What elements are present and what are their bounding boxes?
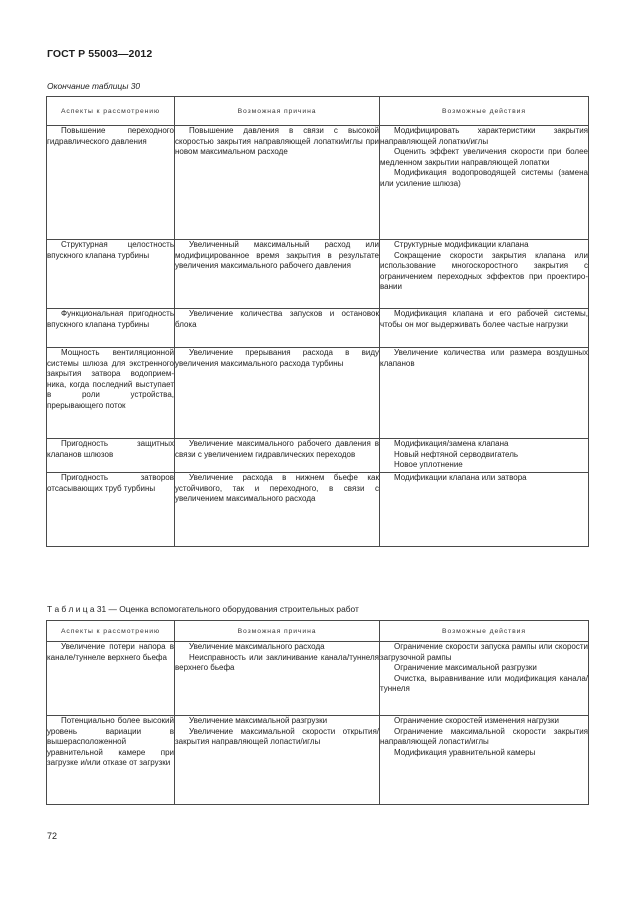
table-header-row [47, 621, 589, 642]
column-header-actions: Возможные действия [380, 621, 589, 642]
cause-cell: Увеличение максимального рабочего давления в связи с увеличением гидравлических переходов [175, 439, 380, 473]
aspect-cell: Мощность вентиляционной системы шлюза для экстренного закрытия затвора водоприемника, когда последний выступает в роли устройства, прерывающего поток [47, 348, 175, 439]
actions-cell: Модификация клапана и его рабочей системы, чтобы он мог выдерживать более частые нагрузки [380, 309, 589, 348]
cause-cell: Увеличение прерывания расхода в виду увеличения максимального расхода турбины [175, 348, 380, 439]
actions-cell: Ограничение скоростей изменения нагрузки Ограничение максимальной скорости закрытия направляющей лопасти/иглы Модификация уравнительной камеры [380, 716, 589, 805]
column-header-cause: Возможная причина [175, 97, 380, 126]
column-header-aspects: Аспекты к рассмотрению [47, 97, 175, 126]
column-header-cause: Возможная причина [175, 621, 380, 642]
actions-cell: Увеличение количества или размера воздушных клапанов [380, 348, 589, 439]
aspect-cell: Потенциально более высокий уровень вариации в вышерасположенной уравнительной камере при загрузке и/или отказе от загрузки [47, 716, 175, 805]
table-31 [46, 620, 589, 805]
table-header-row [47, 97, 589, 126]
table31-caption: Т а б л и ц а 31 — Оценка вспомогательного оборудования строительных работ [47, 604, 359, 614]
table-30 [46, 96, 589, 547]
page-number: 72 [47, 831, 58, 841]
aspect-cell: Структурная целостность впускного клапана турбины [47, 240, 175, 309]
column-header-actions: Возможные действия [380, 97, 589, 126]
table-row [47, 716, 589, 805]
table-row [47, 439, 589, 473]
actions-cell: Модификации клапана или затвора [380, 473, 589, 547]
table-row [47, 473, 589, 547]
actions-cell: Ограничение скорости запуска рампы или скорости загрузочной рампы Ограничение максимальной разгрузки Очистка, выравнивание или модификация канала/туннеля [380, 642, 589, 716]
aspect-cell: Пригодность защитных клапанов шлюзов [47, 439, 175, 473]
cause-cell: Повышение давления в связи с высокой скоростью закрытия направляющей лопатки/иглы при новом максимальном расходе [175, 126, 380, 240]
document-code: ГОСТ Р 55003—2012 [47, 48, 153, 60]
cause-cell: Увеличение максимальной разгрузки Увеличение максимальной скорости открытия/закрытия направляющей лопасти/иглы [175, 716, 380, 805]
table-row [47, 642, 589, 716]
actions-cell: Модифицировать характеристики закрытия направляющей лопатки/иглы Оценить эффект увеличения скорости при более медленном закрытии направляющей лопатки Модификация водопроводящей системы (замена или усиление шлюза) [380, 126, 589, 240]
aspect-cell: Увеличение потери напора в канале/туннеле верхнего бьефа [47, 642, 175, 716]
cause-cell: Увеличение количества запусков и остановок блока [175, 309, 380, 348]
aspect-cell: Пригодность затворов отсасывающих труб турбины [47, 473, 175, 547]
cause-cell: Увеличенный максимальный расход или модифицированное время закрытия в результате увеличения максимального рабочего давления [175, 240, 380, 309]
table-row [47, 240, 589, 309]
actions-cell: Структурные модификации клапана Сокращение скорости закрытия клапана или использование многоскоростного закрытия с ограничением переходных эффектов при проектировании [380, 240, 589, 309]
aspect-cell: Функциональная пригодность впускного клапана турбины [47, 309, 175, 348]
table-row [47, 348, 589, 439]
column-header-aspects: Аспекты к рассмотрению [47, 621, 175, 642]
cause-cell: Увеличение расхода в нижнем бьефе как устойчивого, так и переходного, в связи с увеличением максимального расхода [175, 473, 380, 547]
table30-caption: Окончание таблицы 30 [47, 81, 141, 91]
table-row [47, 309, 589, 348]
actions-cell: Модификация/замена клапана Новый нефтяной серводвигатель Новое уплотнение [380, 439, 589, 473]
cause-cell: Увеличение максимального расхода Неисправность или заклинивание канала/туннеля верхнего бьефа [175, 642, 380, 716]
aspect-cell: Повышение переходного гидравлического давления [47, 126, 175, 240]
table-row [47, 126, 589, 240]
